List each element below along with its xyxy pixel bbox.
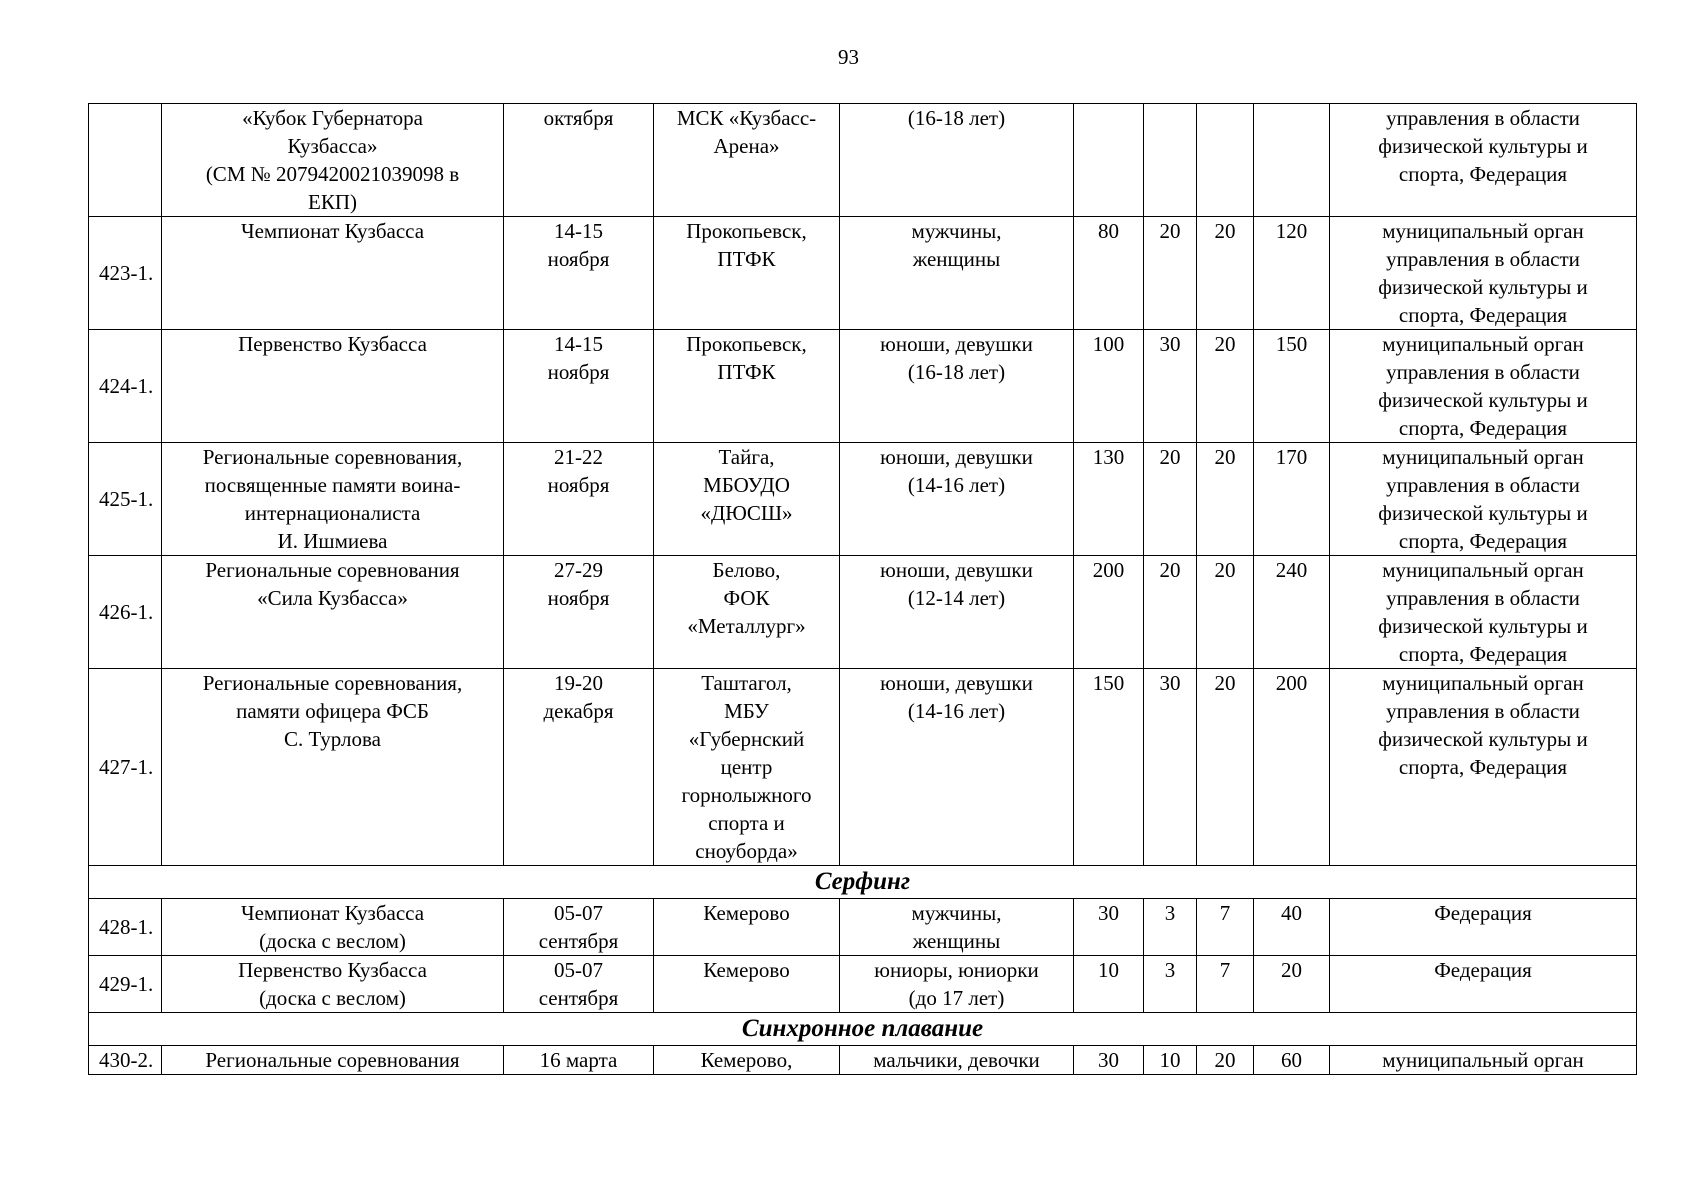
count-coaches: 10 bbox=[1144, 1046, 1197, 1075]
event-name: Региональные соревнования «Сила Кузбасса» bbox=[162, 556, 504, 669]
count-coaches: 20 bbox=[1144, 443, 1197, 556]
count-athletes: 100 bbox=[1074, 330, 1144, 443]
event-organizer: муниципальный орган управления в области физической культуры и спорта, Федерация bbox=[1330, 669, 1637, 866]
event-place: Таштагол, МБУ «Губернский центр горнолыжного спорта и сноуборда» bbox=[654, 669, 840, 866]
count-athletes: 80 bbox=[1074, 217, 1144, 330]
event-name: «Кубок Губернатора Кузбасса» (СМ № 2079420021039098 в ЕКП) bbox=[162, 104, 504, 217]
row-number: 424-1. bbox=[89, 330, 162, 443]
row-number: 428-1. bbox=[89, 899, 162, 956]
count-total: 170 bbox=[1254, 443, 1330, 556]
count-athletes bbox=[1074, 104, 1144, 217]
count-total: 240 bbox=[1254, 556, 1330, 669]
count-total: 60 bbox=[1254, 1046, 1330, 1075]
event-date: 05-07 сентября bbox=[504, 956, 654, 1013]
count-athletes: 150 bbox=[1074, 669, 1144, 866]
event-date: 21-22 ноября bbox=[504, 443, 654, 556]
competition-schedule-table bbox=[88, 103, 1637, 1075]
count-judges: 20 bbox=[1197, 556, 1254, 669]
event-participants: мужчины, женщины bbox=[840, 899, 1074, 956]
count-judges: 7 bbox=[1197, 899, 1254, 956]
row-number: 430-2. bbox=[89, 1046, 162, 1075]
table-row bbox=[89, 1046, 1637, 1075]
event-organizer: муниципальный орган bbox=[1330, 1046, 1637, 1075]
event-place: МСК «Кузбасс- Арена» bbox=[654, 104, 840, 217]
event-date: 19-20 декабря bbox=[504, 669, 654, 866]
count-coaches: 3 bbox=[1144, 956, 1197, 1013]
count-coaches: 20 bbox=[1144, 217, 1197, 330]
event-place: Белово, ФОК «Металлург» bbox=[654, 556, 840, 669]
table-row bbox=[89, 104, 1637, 217]
count-coaches: 3 bbox=[1144, 899, 1197, 956]
table-row bbox=[89, 899, 1637, 956]
count-coaches: 30 bbox=[1144, 669, 1197, 866]
event-date: октября bbox=[504, 104, 654, 217]
event-name: Региональные соревнования, посвященные памяти воина- интернационалиста И. Ишмиева bbox=[162, 443, 504, 556]
event-organizer: Федерация bbox=[1330, 956, 1637, 1013]
event-place: Кемерово bbox=[654, 956, 840, 1013]
event-place: Тайга, МБОУДО «ДЮСШ» bbox=[654, 443, 840, 556]
event-participants: юноши, девушки (12-14 лет) bbox=[840, 556, 1074, 669]
event-participants: юноши, девушки (14-16 лет) bbox=[840, 669, 1074, 866]
count-judges: 20 bbox=[1197, 669, 1254, 866]
table-row bbox=[89, 556, 1637, 669]
event-place: Кемерово, bbox=[654, 1046, 840, 1075]
event-participants: юниоры, юниорки (до 17 лет) bbox=[840, 956, 1074, 1013]
count-judges: 20 bbox=[1197, 217, 1254, 330]
count-judges: 20 bbox=[1197, 330, 1254, 443]
count-judges: 20 bbox=[1197, 443, 1254, 556]
count-judges: 20 bbox=[1197, 1046, 1254, 1075]
event-organizer: муниципальный орган управления в области физической культуры и спорта, Федерация bbox=[1330, 556, 1637, 669]
count-athletes: 130 bbox=[1074, 443, 1144, 556]
count-athletes: 10 bbox=[1074, 956, 1144, 1013]
section-title: Синхронное плавание bbox=[89, 1013, 1637, 1046]
event-name: Первенство Кузбасса (доска с веслом) bbox=[162, 956, 504, 1013]
event-date: 27-29 ноября bbox=[504, 556, 654, 669]
event-place: Прокопьевск, ПТФК bbox=[654, 330, 840, 443]
section-header-surfing bbox=[89, 866, 1637, 899]
table-row bbox=[89, 956, 1637, 1013]
row-number: 429-1. bbox=[89, 956, 162, 1013]
row-number: 425-1. bbox=[89, 443, 162, 556]
table-row bbox=[89, 443, 1637, 556]
count-total: 150 bbox=[1254, 330, 1330, 443]
event-name: Чемпионат Кузбасса (доска с веслом) bbox=[162, 899, 504, 956]
count-total bbox=[1254, 104, 1330, 217]
table-row bbox=[89, 217, 1637, 330]
row-number: 423-1. bbox=[89, 217, 162, 330]
event-date: 14-15 ноября bbox=[504, 330, 654, 443]
count-judges: 7 bbox=[1197, 956, 1254, 1013]
count-coaches: 30 bbox=[1144, 330, 1197, 443]
event-participants: (16-18 лет) bbox=[840, 104, 1074, 217]
event-participants: мужчины, женщины bbox=[840, 217, 1074, 330]
event-name: Первенство Кузбасса bbox=[162, 330, 504, 443]
table-row bbox=[89, 330, 1637, 443]
section-title: Серфинг bbox=[89, 866, 1637, 899]
count-coaches bbox=[1144, 104, 1197, 217]
count-athletes: 30 bbox=[1074, 899, 1144, 956]
event-place: Кемерово bbox=[654, 899, 840, 956]
count-coaches: 20 bbox=[1144, 556, 1197, 669]
event-participants: мальчики, девочки bbox=[840, 1046, 1074, 1075]
event-date: 16 марта bbox=[504, 1046, 654, 1075]
count-total: 200 bbox=[1254, 669, 1330, 866]
event-organizer: Федерация bbox=[1330, 899, 1637, 956]
section-header-synchro bbox=[89, 1013, 1637, 1046]
count-total: 120 bbox=[1254, 217, 1330, 330]
event-participants: юноши, девушки (16-18 лет) bbox=[840, 330, 1074, 443]
row-number: 426-1. bbox=[89, 556, 162, 669]
count-total: 20 bbox=[1254, 956, 1330, 1013]
count-athletes: 30 bbox=[1074, 1046, 1144, 1075]
count-judges bbox=[1197, 104, 1254, 217]
event-organizer: муниципальный орган управления в области физической культуры и спорта, Федерация bbox=[1330, 330, 1637, 443]
count-athletes: 200 bbox=[1074, 556, 1144, 669]
count-total: 40 bbox=[1254, 899, 1330, 956]
table-row bbox=[89, 669, 1637, 866]
event-name: Региональные соревнования bbox=[162, 1046, 504, 1075]
event-date: 14-15 ноября bbox=[504, 217, 654, 330]
event-place: Прокопьевск, ПТФК bbox=[654, 217, 840, 330]
page-number: 93 bbox=[838, 45, 859, 69]
event-organizer: муниципальный орган управления в области физической культуры и спорта, Федерация bbox=[1330, 443, 1637, 556]
event-organizer: управления в области физической культуры и спорта, Федерация bbox=[1330, 104, 1637, 217]
event-name: Чемпионат Кузбасса bbox=[162, 217, 504, 330]
event-participants: юноши, девушки (14-16 лет) bbox=[840, 443, 1074, 556]
event-date: 05-07 сентября bbox=[504, 899, 654, 956]
event-name: Региональные соревнования, памяти офицера ФСБ С. Турлова bbox=[162, 669, 504, 866]
event-organizer: муниципальный орган управления в области физической культуры и спорта, Федерация bbox=[1330, 217, 1637, 330]
row-number bbox=[89, 104, 162, 217]
row-number: 427-1. bbox=[89, 669, 162, 866]
